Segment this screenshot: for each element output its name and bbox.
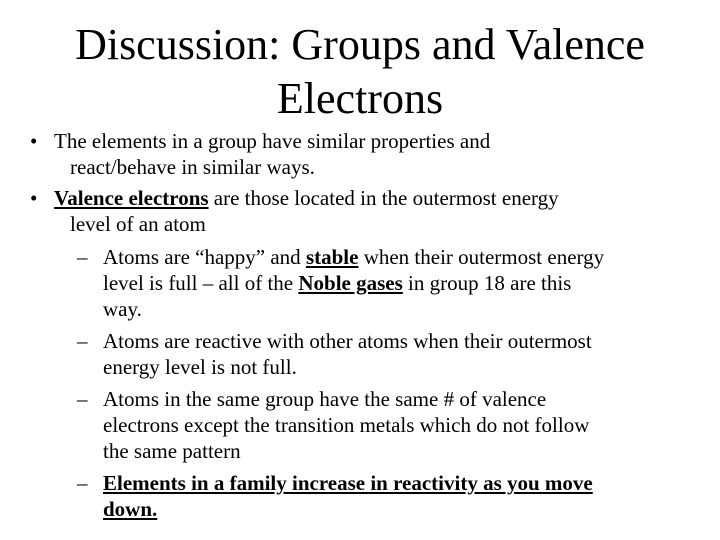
sub-1-pre: Atoms are “happy” and bbox=[103, 245, 306, 269]
title-line-1: Discussion: Groups and Valence bbox=[75, 20, 645, 69]
term-valence-electrons: Valence electrons bbox=[54, 186, 209, 210]
sub-2-text-line-1: Atoms are reactive with other atoms when their outermost bbox=[103, 329, 592, 353]
sub-1-l2-pre: level is full – all of the bbox=[103, 271, 299, 295]
sub-3-text-line-2: electrons except the transition metals which do not follow bbox=[103, 413, 590, 437]
bullet-2-rest: are those located in the outermost energy bbox=[208, 186, 559, 210]
bullet-marker: • bbox=[30, 186, 38, 210]
term-noble-gases: Noble gases bbox=[298, 271, 403, 295]
dash-marker: – bbox=[77, 387, 88, 411]
sub-2-text-line-2: energy level is not full. bbox=[103, 355, 297, 379]
sub-1-text-line-3: way. bbox=[103, 297, 142, 321]
sub-3-text-line-3: the same pattern bbox=[103, 439, 241, 463]
sub-4-text-line-1: Elements in a family increase in reactivity as you move bbox=[103, 471, 593, 495]
sub-3-text-line-1: Atoms in the same group have the same # of valence bbox=[103, 387, 547, 411]
bullet-2-text-line-2: level of an atom bbox=[70, 212, 206, 236]
bullet-2-text-line-1 bbox=[54, 185, 559, 211]
sub-4-text-line-2: down. bbox=[103, 497, 158, 521]
bullet-1-text-line-1: The elements in a group have similar properties and bbox=[54, 129, 491, 153]
dash-marker: – bbox=[77, 245, 88, 269]
sub-1-post: when their outermost energy bbox=[358, 245, 605, 269]
term-stable: stable bbox=[305, 245, 359, 269]
slide-title bbox=[0, 18, 720, 126]
sub-1-text-line-1 bbox=[103, 244, 604, 270]
dash-marker: – bbox=[77, 329, 88, 353]
title-line-2: Electrons bbox=[276, 74, 444, 123]
bullet-marker: • bbox=[30, 129, 38, 153]
sub-1-text-line-2 bbox=[103, 270, 571, 296]
dash-marker: – bbox=[77, 471, 88, 495]
bullet-1-text-line-2: react/behave in similar ways. bbox=[70, 155, 315, 179]
sub-1-l2-post: in group 18 are this bbox=[402, 271, 572, 295]
